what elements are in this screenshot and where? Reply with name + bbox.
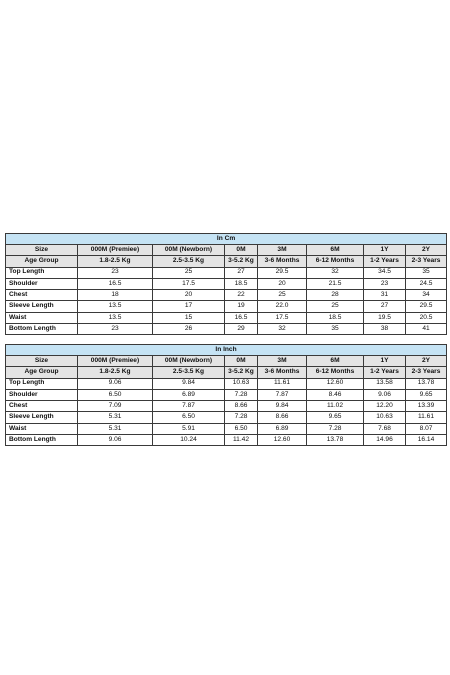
- size-header-row: [6, 245, 447, 256]
- measurement-label: Chest: [6, 401, 78, 412]
- table-title-row: [6, 234, 447, 245]
- measurement-cell: 13.58: [364, 378, 406, 389]
- measurement-cell: 18.5: [225, 278, 258, 289]
- age-group-cell: 1-2 Years: [364, 256, 406, 267]
- size-header-cell: 6M: [307, 356, 364, 367]
- measurement-cell: 5.91: [153, 423, 225, 434]
- age-group-label: Age Group: [6, 367, 78, 378]
- size-header-cell: 2Y: [406, 245, 447, 256]
- measurement-cell: 9.06: [78, 435, 153, 446]
- measurement-cell: 7.68: [364, 423, 406, 434]
- age-group-cell: 3-6 Months: [258, 367, 307, 378]
- measurement-cell: 34: [406, 290, 447, 301]
- measurement-cell: 28: [307, 290, 364, 301]
- age-group-cell: 1-2 Years: [364, 367, 406, 378]
- size-header-cell: 00M (Newborn): [153, 245, 225, 256]
- size-chart-table-inch: [5, 344, 447, 446]
- measurement-cell: 12.60: [258, 435, 307, 446]
- age-group-label: Age Group: [6, 256, 78, 267]
- measurement-cell: 9.84: [153, 378, 225, 389]
- age-group-cell: 2-3 Years: [406, 256, 447, 267]
- size-header-cell: 1Y: [364, 356, 406, 367]
- size-row-label: Size: [6, 356, 78, 367]
- size-header-cell: 2Y: [406, 356, 447, 367]
- measurement-cell: 7.28: [307, 423, 364, 434]
- measurement-cell: 15: [153, 312, 225, 323]
- measurement-cell: 21.5: [307, 278, 364, 289]
- measurement-cell: 6.50: [78, 389, 153, 400]
- measurement-cell: 9.06: [364, 389, 406, 400]
- age-group-cell: 2.5-3.5 Kg: [153, 367, 225, 378]
- measurement-cell: 27: [225, 267, 258, 278]
- size-header-cell: 3M: [258, 356, 307, 367]
- measurement-cell: 9.84: [258, 401, 307, 412]
- measurement-cell: 6.50: [225, 423, 258, 434]
- measurement-cell: 29: [225, 324, 258, 335]
- measurement-cell: 19.5: [364, 312, 406, 323]
- size-header-row: [6, 356, 447, 367]
- measurement-cell: 32: [307, 267, 364, 278]
- measurement-cell: 16.5: [78, 278, 153, 289]
- measurement-cell: 16.14: [406, 435, 447, 446]
- measurement-label: Shoulder: [6, 389, 78, 400]
- measurement-cell: 11.61: [406, 412, 447, 423]
- measurement-cell: 13.39: [406, 401, 447, 412]
- measurement-cell: 22.0: [258, 301, 307, 312]
- measurement-cell: 9.65: [406, 389, 447, 400]
- table-title: In Inch: [6, 345, 447, 356]
- age-group-cell: 1.8-2.5 Kg: [78, 256, 153, 267]
- age-group-cell: 3-5.2 Kg: [225, 256, 258, 267]
- measurement-cell: 35: [406, 267, 447, 278]
- measurement-cell: 8.66: [225, 401, 258, 412]
- measurement-cell: 11.02: [307, 401, 364, 412]
- measurement-cell: 17.5: [153, 278, 225, 289]
- measurement-cell: 6.89: [153, 389, 225, 400]
- measurement-cell: 9.65: [307, 412, 364, 423]
- measurement-cell: 22: [225, 290, 258, 301]
- measurement-cell: 5.31: [78, 412, 153, 423]
- measurement-cell: 10.63: [225, 378, 258, 389]
- table-row: [6, 401, 447, 412]
- measurement-cell: 18: [78, 290, 153, 301]
- measurement-cell: 7.28: [225, 389, 258, 400]
- measurement-cell: 9.06: [78, 378, 153, 389]
- measurement-label: Shoulder: [6, 278, 78, 289]
- measurement-cell: 25: [153, 267, 225, 278]
- measurement-cell: 25: [307, 301, 364, 312]
- size-header-cell: 0M: [225, 245, 258, 256]
- size-header-cell: 000M (Premiee): [78, 245, 153, 256]
- measurement-label: Top Length: [6, 378, 78, 389]
- measurement-cell: 8.66: [258, 412, 307, 423]
- age-group-cell: 1.8-2.5 Kg: [78, 367, 153, 378]
- measurement-label: Bottom Length: [6, 324, 78, 335]
- measurement-cell: 5.31: [78, 423, 153, 434]
- measurement-label: Waist: [6, 312, 78, 323]
- measurement-cell: 20: [258, 278, 307, 289]
- measurement-cell: 19: [225, 301, 258, 312]
- size-header-cell: 0M: [225, 356, 258, 367]
- measurement-label: Sleeve Length: [6, 301, 78, 312]
- age-group-row: [6, 367, 447, 378]
- measurement-cell: 11.61: [258, 378, 307, 389]
- age-group-cell: 6-12 Months: [307, 256, 364, 267]
- table-row: [6, 389, 447, 400]
- measurement-label: Chest: [6, 290, 78, 301]
- size-chart-table-cm: [5, 233, 447, 335]
- measurement-label: Bottom Length: [6, 435, 78, 446]
- table-row: [6, 423, 447, 434]
- size-header-cell: 3M: [258, 245, 307, 256]
- age-group-cell: 6-12 Months: [307, 367, 364, 378]
- measurement-cell: 20.5: [406, 312, 447, 323]
- measurement-cell: 17.5: [258, 312, 307, 323]
- measurement-cell: 12.60: [307, 378, 364, 389]
- table-row: [6, 290, 447, 301]
- age-group-cell: 3-5.2 Kg: [225, 367, 258, 378]
- measurement-cell: 32: [258, 324, 307, 335]
- measurement-cell: 25: [258, 290, 307, 301]
- measurement-cell: 29.5: [406, 301, 447, 312]
- table-row: [6, 412, 447, 423]
- size-header-cell: 1Y: [364, 245, 406, 256]
- age-group-row: [6, 256, 447, 267]
- measurement-cell: 31: [364, 290, 406, 301]
- age-group-cell: 3-6 Months: [258, 256, 307, 267]
- table-row: [6, 301, 447, 312]
- table-row: [6, 267, 447, 278]
- measurement-cell: 18.5: [307, 312, 364, 323]
- measurement-cell: 27: [364, 301, 406, 312]
- measurement-cell: 26: [153, 324, 225, 335]
- measurement-cell: 11.42: [225, 435, 258, 446]
- measurement-cell: 7.87: [153, 401, 225, 412]
- measurement-cell: 6.50: [153, 412, 225, 423]
- measurement-cell: 35: [307, 324, 364, 335]
- measurement-cell: 20: [153, 290, 225, 301]
- table-row: [6, 278, 447, 289]
- measurement-cell: 6.89: [258, 423, 307, 434]
- measurement-cell: 8.07: [406, 423, 447, 434]
- measurement-cell: 23: [78, 324, 153, 335]
- size-row-label: Size: [6, 245, 78, 256]
- measurement-cell: 13.78: [406, 378, 447, 389]
- measurement-cell: 7.09: [78, 401, 153, 412]
- size-header-cell: 000M (Premiee): [78, 356, 153, 367]
- age-group-cell: 2-3 Years: [406, 367, 447, 378]
- measurement-cell: 14.96: [364, 435, 406, 446]
- measurement-cell: 7.87: [258, 389, 307, 400]
- measurement-cell: 8.46: [307, 389, 364, 400]
- table-body: [6, 345, 447, 446]
- size-header-cell: 6M: [307, 245, 364, 256]
- size-header-cell: 00M (Newborn): [153, 356, 225, 367]
- measurement-label: Sleeve Length: [6, 412, 78, 423]
- table-title: In Cm: [6, 234, 447, 245]
- measurement-cell: 17: [153, 301, 225, 312]
- measurement-cell: 38: [364, 324, 406, 335]
- measurement-cell: 23: [78, 267, 153, 278]
- table-row: [6, 378, 447, 389]
- measurement-cell: 24.5: [406, 278, 447, 289]
- measurement-cell: 23: [364, 278, 406, 289]
- table-body: [6, 234, 447, 335]
- measurement-cell: 12.20: [364, 401, 406, 412]
- measurement-label: Waist: [6, 423, 78, 434]
- measurement-cell: 13.5: [78, 301, 153, 312]
- measurement-cell: 34.5: [364, 267, 406, 278]
- table-row: [6, 324, 447, 335]
- table-row: [6, 435, 447, 446]
- measurement-cell: 7.28: [225, 412, 258, 423]
- age-group-cell: 2.5-3.5 Kg: [153, 256, 225, 267]
- table-row: [6, 312, 447, 323]
- table-title-row: [6, 345, 447, 356]
- measurement-cell: 13.5: [78, 312, 153, 323]
- measurement-cell: 10.24: [153, 435, 225, 446]
- measurement-cell: 41: [406, 324, 447, 335]
- measurement-cell: 16.5: [225, 312, 258, 323]
- measurement-cell: 10.63: [364, 412, 406, 423]
- measurement-cell: 13.78: [307, 435, 364, 446]
- measurement-cell: 29.5: [258, 267, 307, 278]
- measurement-label: Top Length: [6, 267, 78, 278]
